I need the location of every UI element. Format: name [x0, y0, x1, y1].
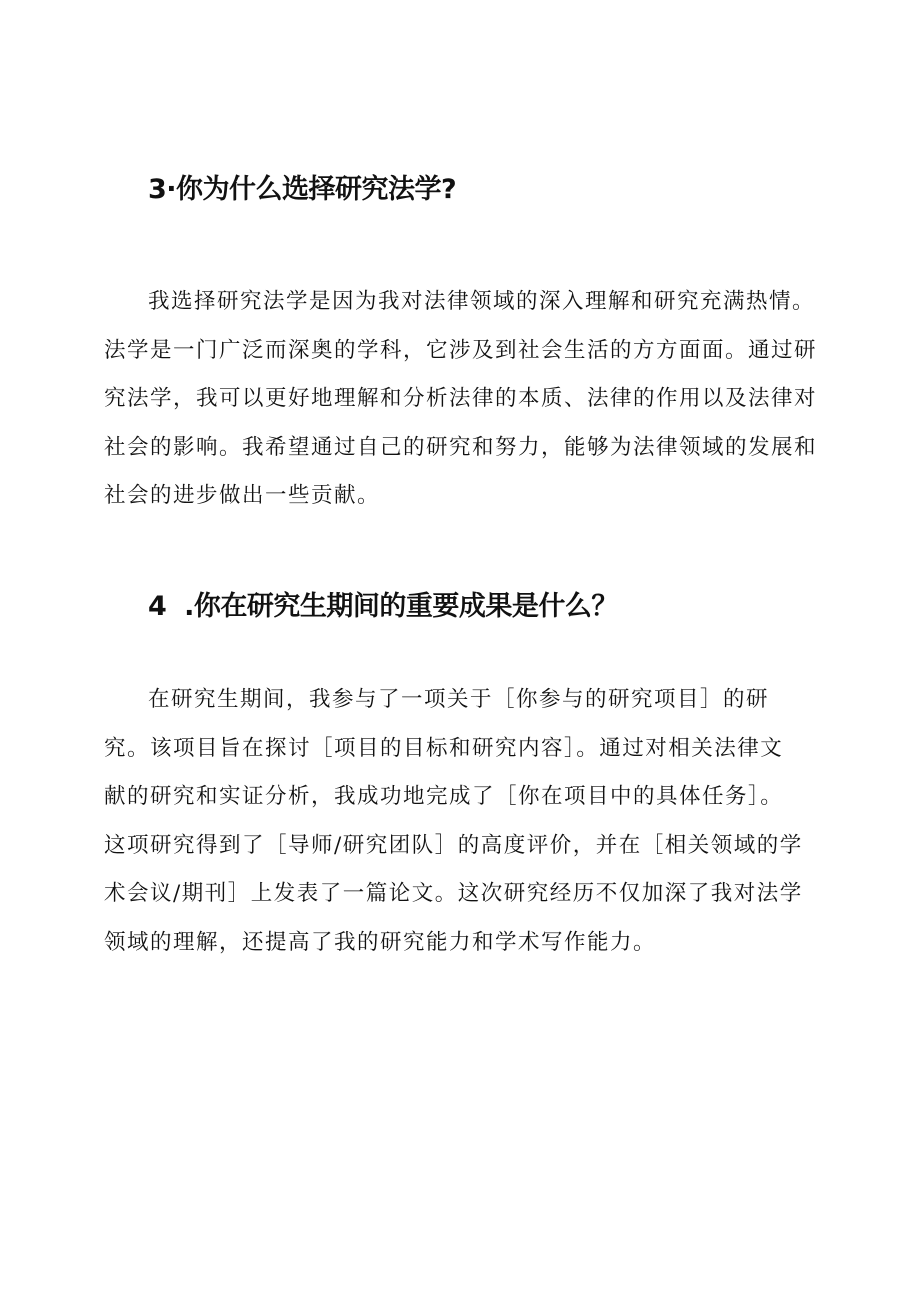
paragraph-line: 在研究生期间，我参与了一项关于［你参与的研究项目］的研	[148, 687, 770, 712]
paragraph-line: 术会议/期刊］上发表了一篇论文。这次研究经历不仅加深了我对法学	[104, 881, 803, 906]
paragraph-line: 究。该项目旨在探讨［项目的目标和研究内容］。通过对相关法律文	[104, 735, 784, 761]
paragraph-line: 我选择研究法学是因为我对法律领域的深入理解和研究充满热情。	[148, 289, 816, 314]
paragraph-line: 这项研究得到了［导师/研究团队］的高度评价，并在［相关领域的学	[104, 832, 803, 858]
paragraph-line: 社会的进步做出一些贡献。	[104, 483, 381, 508]
paragraph-line: 社会的影响。我希望通过自己的研究和努力，能够为法律领域的发展和	[104, 434, 818, 460]
paragraph-line: 献的研究和实证分析，我成功地完成了［你在项目中的具体任务］。	[104, 784, 784, 809]
question-heading-4: 4 .你在研究生期间的重要成果是什么？	[148, 591, 618, 622]
answer-paragraph-4	[104, 676, 803, 967]
question-heading-3: 3·你为什么选择研究法学?	[148, 174, 457, 205]
paragraph-line: 法学是一门广泛而深奥的学科，它涉及到社会生活的方方面面。通过研	[104, 337, 818, 363]
answer-paragraph-3	[104, 278, 817, 521]
paragraph-line: 领域的理解，还提高了我的研究能力和学术写作能力。	[104, 929, 657, 955]
paragraph-line: 究法学，我可以更好地理解和分析法律的本质、法律的作用以及法律对	[104, 386, 818, 411]
